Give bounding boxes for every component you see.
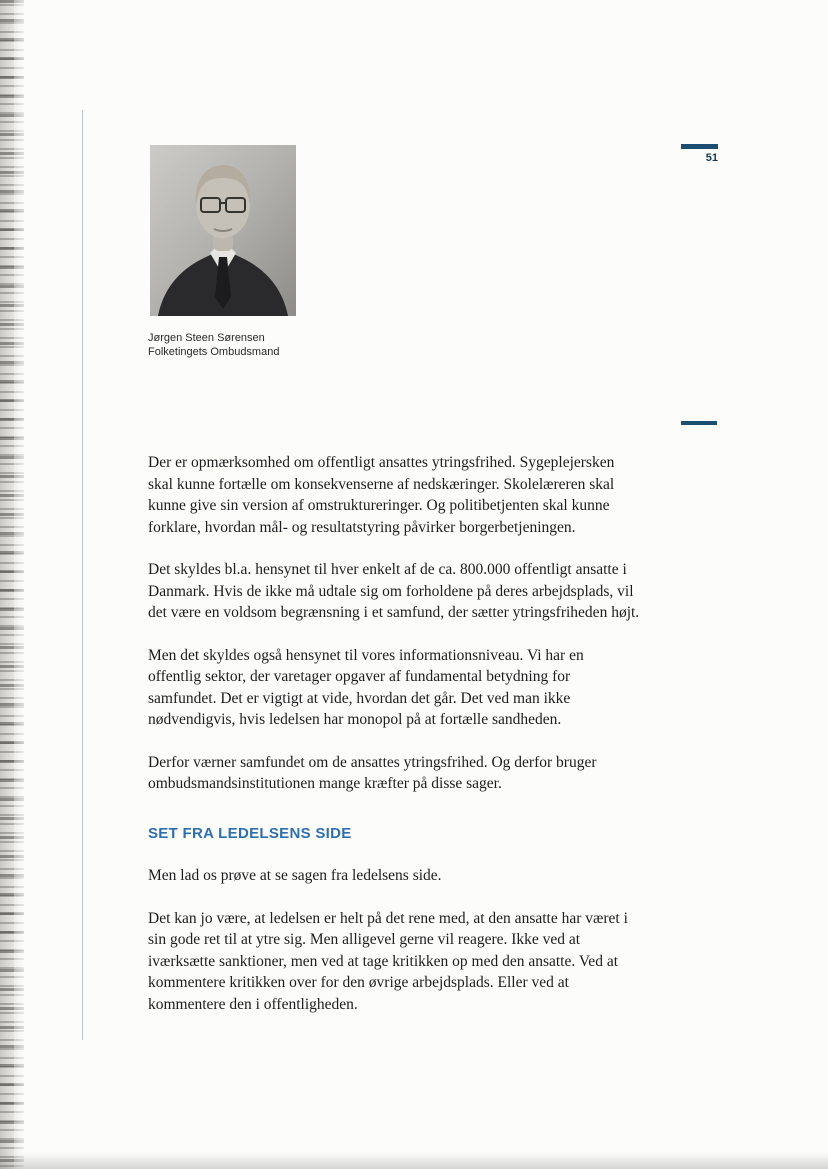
body-paragraph-4: Derfor værner samfundet om de ansattes ytringsfrihed. Og derfor bruger ombudsmandsinstitutionen mange kræfter på disse sager. [148,753,597,792]
page-number: 51 [705,152,718,164]
scan-edge-fade [14,0,36,1169]
body-paragraph-3: Men det skyldes også hensynet til vores informationsniveau. Vi har en offentlig sektor, der varetager opgaver af fundamental betydning for samfundet. Det er vigtigt at vide, hvordan det går. Det ved man ikke nødvendigvis, hvis ledelsen har monopol på at fortælle sandheden. [148,646,584,728]
photo-caption [148,331,279,359]
left-margin-rule [82,110,83,1040]
section-heading: SET FRA LEDELSENS SIDE [148,824,352,842]
portrait-illustration [150,145,296,316]
body-paragraph-5: Men lad os prøve at se sagen fra ledelsens side. [148,867,442,884]
page-number-rule [681,144,718,149]
photo-caption-name: Jørgen Steen Sørensen [148,332,265,344]
body-paragraph-1: Der er opmærksomhed om offentligt ansattes ytringsfrihed. Sygeplejersken skal kunne fortælle om konsekvenserne af nedskæringer. Skolelæreren skal kunne give sin version af omstruktureringer. Og politibetjenten skal kunne forklare, hvordan mål- og resultatstyring påvirker borgerbetjeningen. [148,454,615,536]
body-text [148,452,640,1036]
body-paragraph-2: Det skyldes bl.a. hensynet til hver enkelt af de ca. 800.000 offentligt ansatte i Danmark. Hvis de ikke må udtale sig om forholdene på deres arbejdsplads, vil det være en voldsom begrænsning i et samfund, der sætter ytringsfriheden højt. [148,561,640,621]
portrait-photo [150,145,296,316]
photo-caption-title: Folketingets Ombudsmand [148,346,280,358]
scan-bottom-shadow [0,1153,828,1169]
section-divider-rule [681,421,717,425]
body-paragraph-6: Det kan jo være, at ledelsen er helt på det rene med, at den ansatte har været i sin gode ret til at ytre sig. Men alligevel gerne vil reagere. Ikke ved at iværksætte sanktioner, men ved at tage kritikken op med den ansatte. Ved at kommentere kritikken over for den øvrige arbejdsplads. Eller ved at kommentere den i offentligheden. [148,909,628,1013]
